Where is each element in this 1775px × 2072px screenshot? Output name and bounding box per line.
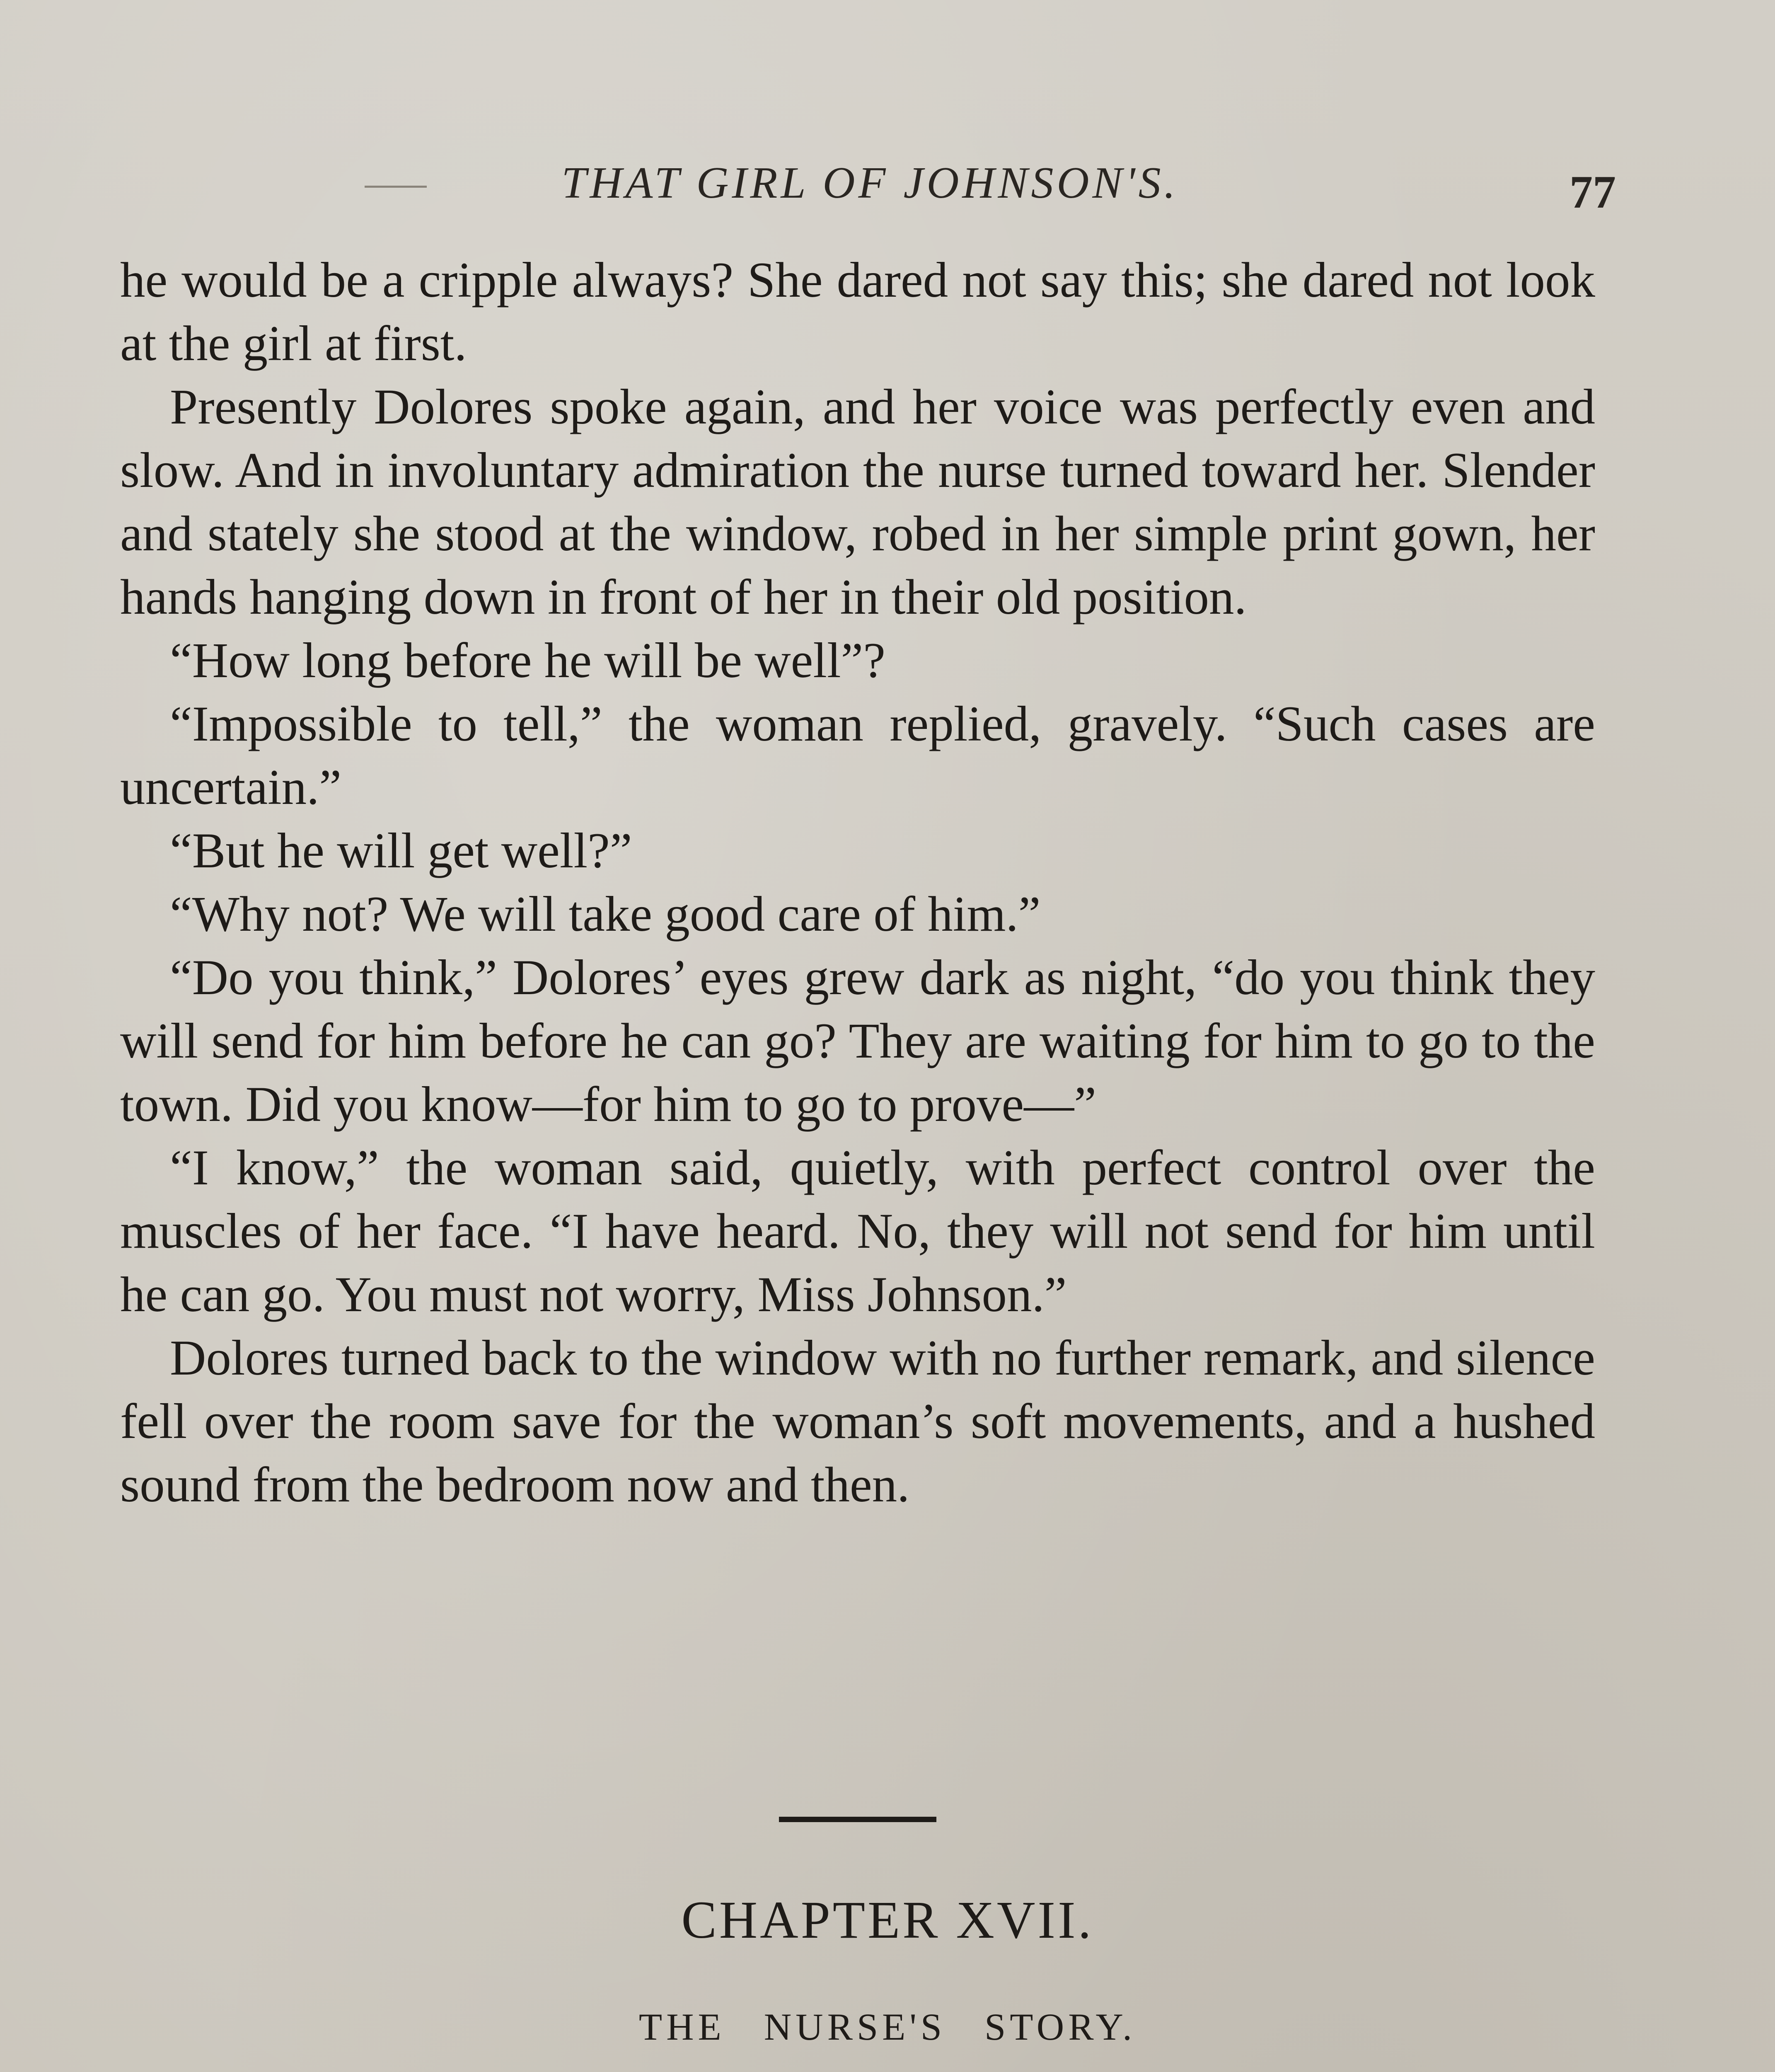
running-header [124,149,1616,224]
page-number: 77 [1569,167,1616,218]
paragraph: “Impossible to tell,” the woman replied, gravely. “Such cases are uncertain.” [120,696,1595,815]
paragraph: “How long before he will be well”? [170,633,885,688]
paragraph: “I know,” the woman said, quietly, with perfect control over the muscles of her face. “I have heard. No, they will not send for him until he can go. You must not worry, Miss Johnson.” [120,1140,1595,1322]
chapter-subtitle: THE NURSE'S STORY. [638,2006,1137,2048]
chapter-heading: CHAPTER XVII. [681,1890,1094,1949]
paragraph: “Why not? We will take good care of him.” [170,886,1041,942]
paragraph: Dolores turned back to the window with no further remark, and silence fell over the room save for the woman’s soft movements, and a hushed sound from the bedroom now and then. [120,1330,1595,1513]
paragraph: “Do you think,” Dolores’ eyes grew dark as night, “do you think they will send for him before he can go? They are waiting for him to go to the town. Did you know—for him to go to prove—” [120,950,1595,1132]
body-text [120,249,1595,1517]
paragraph: Presently Dolores spoke again, and her voice was perfectly even and slow. And in involuntary admiration the nurse turned toward her. Slender and stately she stood at the window, robed in her simple print gown, her hands hanging down in front of her in their old position. [120,379,1595,625]
paragraph: “But he will get well?” [170,823,632,879]
running-title: THAT GIRL OF JOHNSON'S. [561,158,1179,208]
section-divider [779,1817,936,1822]
paragraph: he would be a cripple always? She dared not say this; she dared not look at the girl at first. [120,252,1595,371]
